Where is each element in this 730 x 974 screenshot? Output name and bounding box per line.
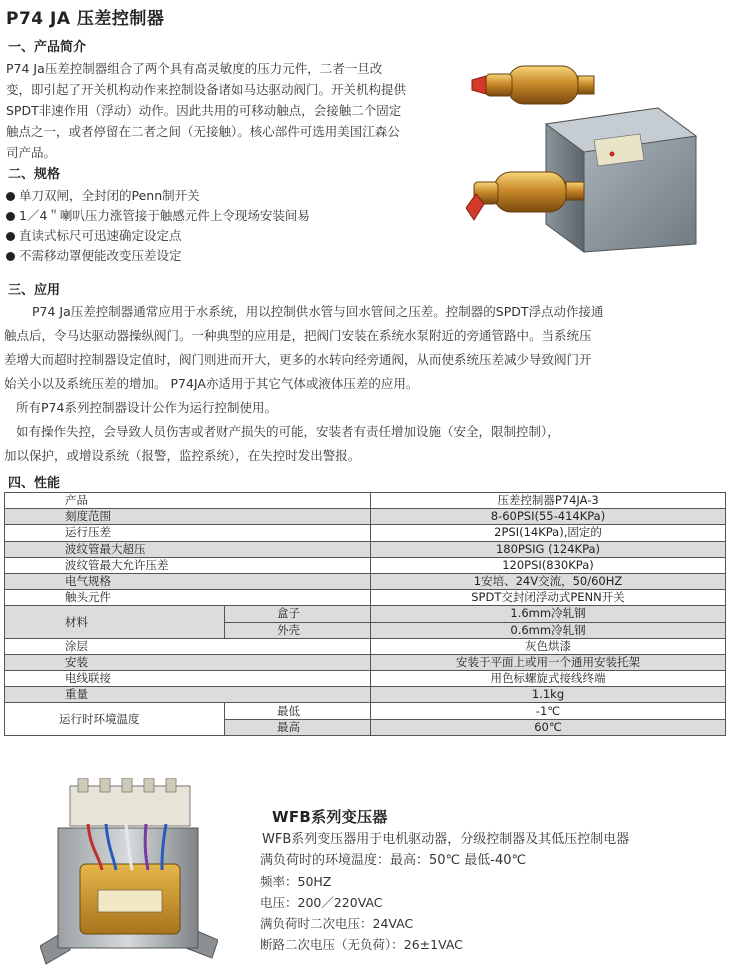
bullet-icon xyxy=(6,232,15,241)
row-label: 涂层 xyxy=(5,638,371,654)
intro-line: P74 Ja压差控制器组合了两个具有高灵敏度的压力元件，二者一旦改 xyxy=(6,61,383,76)
application-line: P74 Ja压差控制器通常应用于水系统，用以控制供水管与回水管间之压差。控制器的SPDT浮点动作接通 xyxy=(32,304,604,319)
row-value: SPDT交封闭浮动式PENN开关 xyxy=(371,590,726,606)
list-item-text: 不需移动罩便能改变压差设定 xyxy=(19,248,182,263)
transformer-line: WFB系列变压器用于电机驱动器，分级控制器及其低压控制电器 xyxy=(262,832,630,847)
application-line: 如有操作失控，会导致人员伤害或者财产损失的可能，安装者有责任增加设施（安全，限制控制）， xyxy=(16,424,560,439)
table-row xyxy=(5,509,726,525)
row-label: 刻度范围 xyxy=(5,509,371,525)
row-sublabel: 外壳 xyxy=(225,622,371,638)
table-row xyxy=(5,493,726,509)
row-label: 产品 xyxy=(5,493,371,509)
table-row xyxy=(5,573,726,589)
list-item-text: 直读式标尺可迅速确定设定点 xyxy=(19,228,182,243)
row-label: 运行时环境温度 xyxy=(5,703,225,735)
pressure-controller-image xyxy=(466,44,730,254)
bullet-icon xyxy=(6,252,15,261)
row-value: 180PSIG (124KPa) xyxy=(371,541,726,557)
row-value: 1.1kg xyxy=(371,687,726,703)
spec-heading: 二、规格 xyxy=(8,167,61,182)
row-value: 2PSI(14KPa),固定的 xyxy=(371,525,726,541)
row-value: 用色标螺旋式接线终端 xyxy=(371,671,726,687)
intro-line: 触点之一，或者停留在二者之间（无接触）。核心部件可选用美国江森公 xyxy=(6,124,400,139)
transformer-line: 电压：200／220VAC xyxy=(260,895,383,910)
row-value: 8-60PSI(55-414KPa) xyxy=(371,509,726,525)
transformer-specs xyxy=(260,829,629,955)
row-value: 60℃ xyxy=(371,719,726,735)
row-value: 1.6mm冷轧钢 xyxy=(371,606,726,622)
list-item xyxy=(6,186,310,206)
application-line: 加以保护，或增设系统（报警，监控系统），在失控时发出警报。 xyxy=(4,448,361,463)
performance-heading: 四、性能 xyxy=(8,476,61,491)
table-row xyxy=(5,525,726,541)
row-value: 0.6mm冷轧钢 xyxy=(371,622,726,638)
row-label: 重量 xyxy=(5,687,371,703)
application-line: 差增大而超时控制器设定值时，阀门则进而开大，更多的水转向经旁通阀，从而使系统压差减少导致阀门开 xyxy=(4,352,592,367)
list-item xyxy=(6,226,310,246)
table-row xyxy=(5,606,726,622)
table-row xyxy=(5,654,726,670)
intro-line: SPDT非速作用（浮动）动作。因此共用的可移动触点，会接触二个固定 xyxy=(6,103,402,118)
row-value: 安装于平面上或用一个通用安装托架 xyxy=(371,654,726,670)
intro-line: 变，即引起了开关机构动作来控制设备诸如马达驱动阀门。开关机构提供 xyxy=(6,82,407,97)
intro-heading: 一、产品简介 xyxy=(8,40,87,55)
row-value: 1安培、24V交流，50/60HZ xyxy=(371,573,726,589)
list-item xyxy=(6,206,310,226)
list-item xyxy=(6,246,310,266)
table-row xyxy=(5,703,726,719)
application-line: 触点后，令马达驱动器操纵阀门。一种典型的应用是，把阀门安装在系统水泵附近的旁通管路中。当系统压 xyxy=(4,328,592,343)
table-row xyxy=(5,671,726,687)
list-item-text: 1／4＂喇叭压力涨管接于触感元件上令现场安装间易 xyxy=(19,208,310,223)
row-value: -1℃ xyxy=(371,703,726,719)
bullet-icon xyxy=(6,192,15,201)
transformer-line: 满负荷时的环境温度：最高：50℃ 最低-40℃ xyxy=(260,853,527,868)
application-line: 所有P74系列控制器设计公作为运行控制使用。 xyxy=(16,400,277,415)
row-label: 触头元件 xyxy=(5,590,371,606)
intro-line: 司产品。 xyxy=(6,145,57,160)
table-row xyxy=(5,557,726,573)
row-value: 灰色烘漆 xyxy=(371,638,726,654)
spec-list xyxy=(6,186,310,266)
row-label: 安装 xyxy=(5,654,371,670)
application-line: 始关小以及系统压差的增加。 P74JA亦适用于其它气体或液体压差的应用。 xyxy=(4,376,419,391)
transformer-line: 满负荷时二次电压：24VAC xyxy=(260,916,414,931)
application-text xyxy=(4,300,724,468)
row-sublabel: 盒子 xyxy=(225,606,371,622)
page-title: P74 JA 压差控制器 xyxy=(6,9,165,29)
performance-table xyxy=(4,492,726,736)
table-row xyxy=(5,590,726,606)
intro-paragraph xyxy=(6,58,466,163)
row-value: 压差控制器P74JA-3 xyxy=(371,493,726,509)
table-row xyxy=(5,638,726,654)
row-label: 波纹管最大超压 xyxy=(5,541,371,557)
bullet-icon xyxy=(6,212,15,221)
row-label: 电线联接 xyxy=(5,671,371,687)
row-label: 电气规格 xyxy=(5,573,371,589)
row-label: 波纹管最大允许压差 xyxy=(5,557,371,573)
row-sublabel: 最高 xyxy=(225,719,371,735)
transformer-line: 断路二次电压（无负荷）：26±1VAC xyxy=(260,937,463,952)
table-row xyxy=(5,541,726,557)
row-label: 运行压差 xyxy=(5,525,371,541)
row-label: 材料 xyxy=(5,606,225,638)
transformer-image xyxy=(40,778,218,966)
list-item-text: 单刀双闸，全封闭的Penn制开关 xyxy=(19,188,200,203)
table-row xyxy=(5,687,726,703)
application-heading: 三、应用 xyxy=(8,283,61,298)
transformer-title: WFB系列变压器 xyxy=(272,808,388,826)
row-value: 120PSI(830KPa) xyxy=(371,557,726,573)
row-sublabel: 最低 xyxy=(225,703,371,719)
transformer-line: 频率：50HZ xyxy=(260,874,332,889)
